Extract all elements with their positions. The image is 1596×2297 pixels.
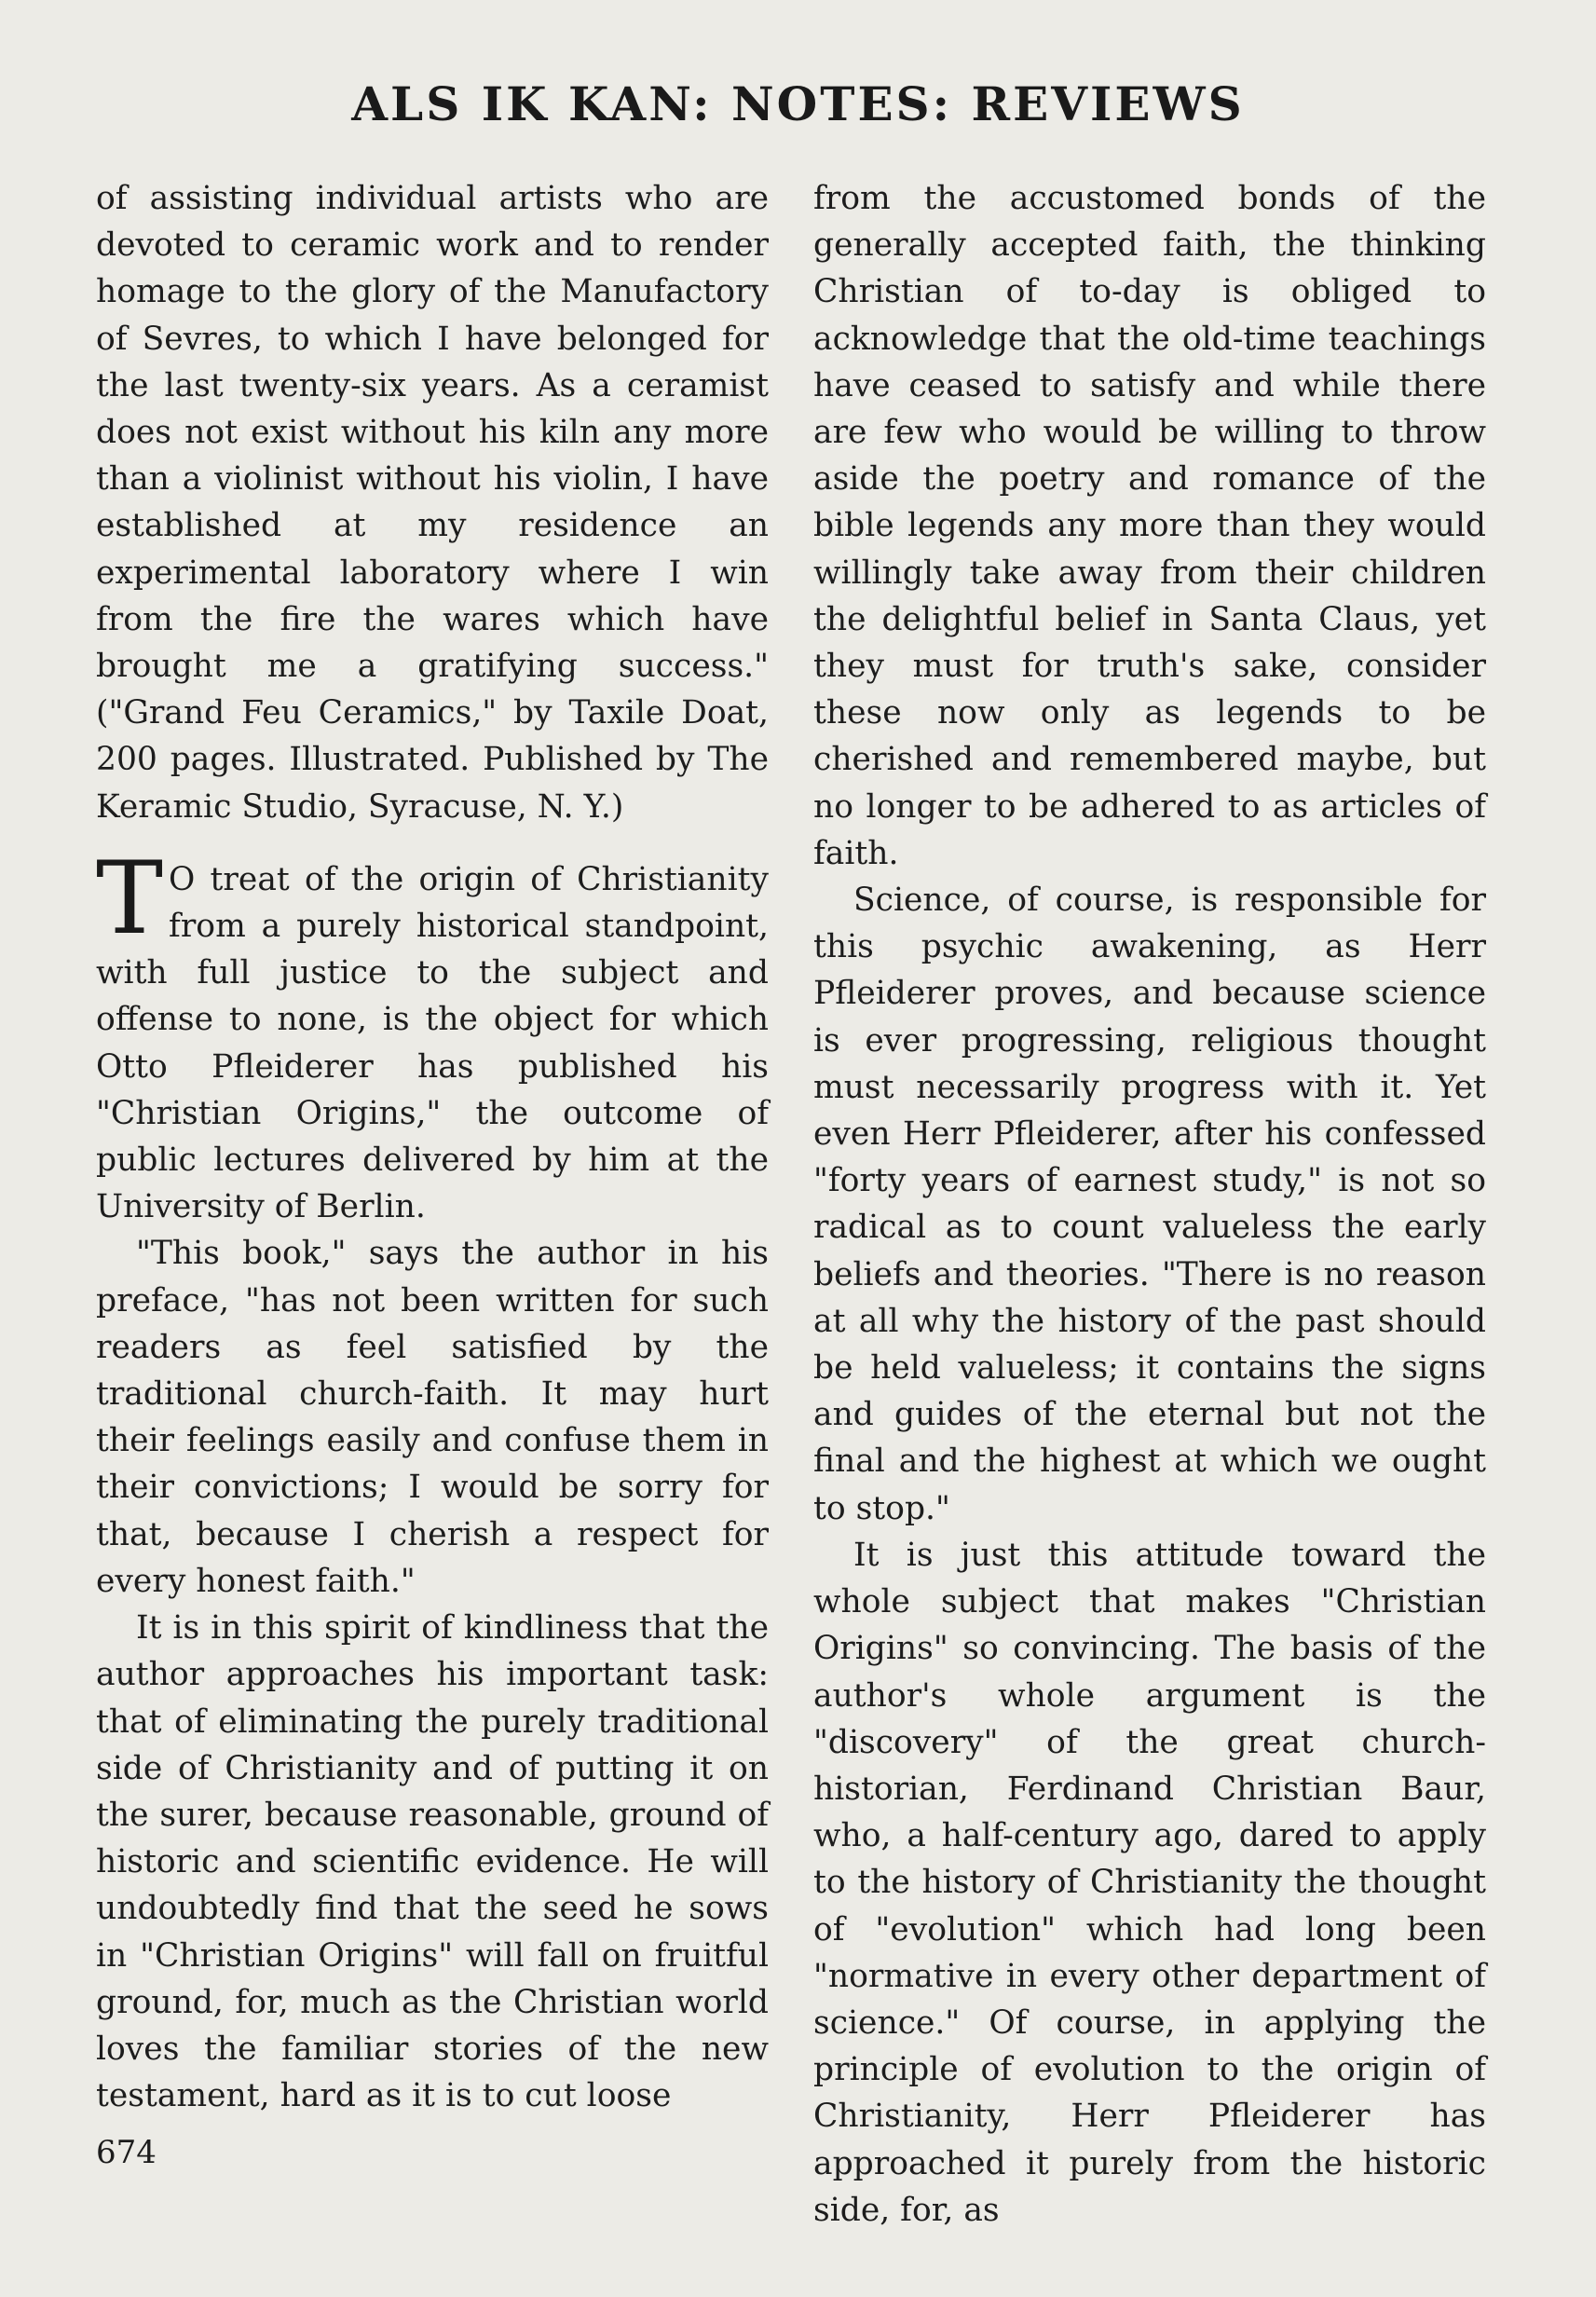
left-paragraph-2: [96, 840, 769, 1231]
left-paragraph-4: It is in this spirit of kindliness that the author approaches his important task: that of eliminating the purely traditional side of Christianity and of putting it on the surer, because reasonable, ground of historic and scientific evidence. He will undoubtedly find that the seed he sows in "Christian Origins" will fall on fruitful ground, for, much as the Christian world loves the familiar stories of the new testament, hard as it is to cut loose: [96, 1609, 769, 2115]
drop-cap: T: [96, 840, 164, 957]
right-column: [813, 175, 1486, 2234]
left-paragraph-3: "This book," says the author in his preface, "has not been written for such readers as feel satisfied by the traditional church-faith. It may hurt their feelings easily and confuse them in their convictions; I would be sorry for that, because I cherish a respect for every honest faith.": [96, 1235, 769, 1600]
page-number: 674: [96, 2134, 157, 2171]
left-paragraph-1: of assisting individual artists who are devoted to ceramic work and to render homage to the glory of the Manufactory of Sevres, to which I have belonged for the last twenty-six years. As a ceramist does not exist without his kiln any more than a violinist without his violin, I have established at my residence an experimental laboratory where I win from the fire the wares which have brought me a gratifying success." ("Grand Feu Ceramics," by Taxile Doat, 200 pages. Illustrated. Published by The Keramic Studio, Syracuse, N. Y.): [96, 180, 769, 826]
right-paragraph-3: It is just this attitude toward the whole subject that makes "Christian Origins" so convincing. The basis of the author's whole argument is the "discovery" of the great church-historian, Ferdinand Christian Baur, who, a half-century ago, dared to apply to the history of Christianity the thought of "evolution" which had long been "normative in every other department of science." Of course, in applying the principle of evolution to the origin of Christianity, Herr Pfleiderer has approached it purely from the historic side, for, as: [813, 1536, 1486, 2229]
left-column: [96, 175, 769, 2119]
left-paragraph-2-text: O treat of the origin of Christianity from a purely historical standpoint, with full justice to the subject and offense to none, is the object for which Otto Pfleiderer has published his "Christian Origins," the outcome of public lectures delivered by him at the University of Berlin.: [96, 860, 769, 1226]
right-paragraph-1: from the accustomed bonds of the generally accepted faith, the thinking Christian of to-day is obliged to acknowledge that the old-time teachings have ceased to satisfy and while there are few who would be willing to throw aside the poetry and romance of the bible legends any more than they would willingly take away from their children the delightful belief in Santa Claus, yet they must for truth's sake, consider these now only as legends to be cherished and remembered maybe, but no longer to be adhered to as articles of faith.: [813, 180, 1486, 872]
page-header: ALS IK KAN: NOTES: REVIEWS: [351, 76, 1245, 131]
right-paragraph-2: Science, of course, is responsible for this psychic awakening, as Herr Pfleiderer proves, and because science is ever progressing, religious thought must necessarily progress with it. Yet even Herr Pfleiderer, after his confessed "forty years of earnest study," is not so radical as to count valueless the early beliefs and theories. "There is no reason at all why the history of the past should be held valueless; it contains the signs and guides of the eternal but not the final and the highest at which we ought to stop.": [813, 882, 1486, 1527]
